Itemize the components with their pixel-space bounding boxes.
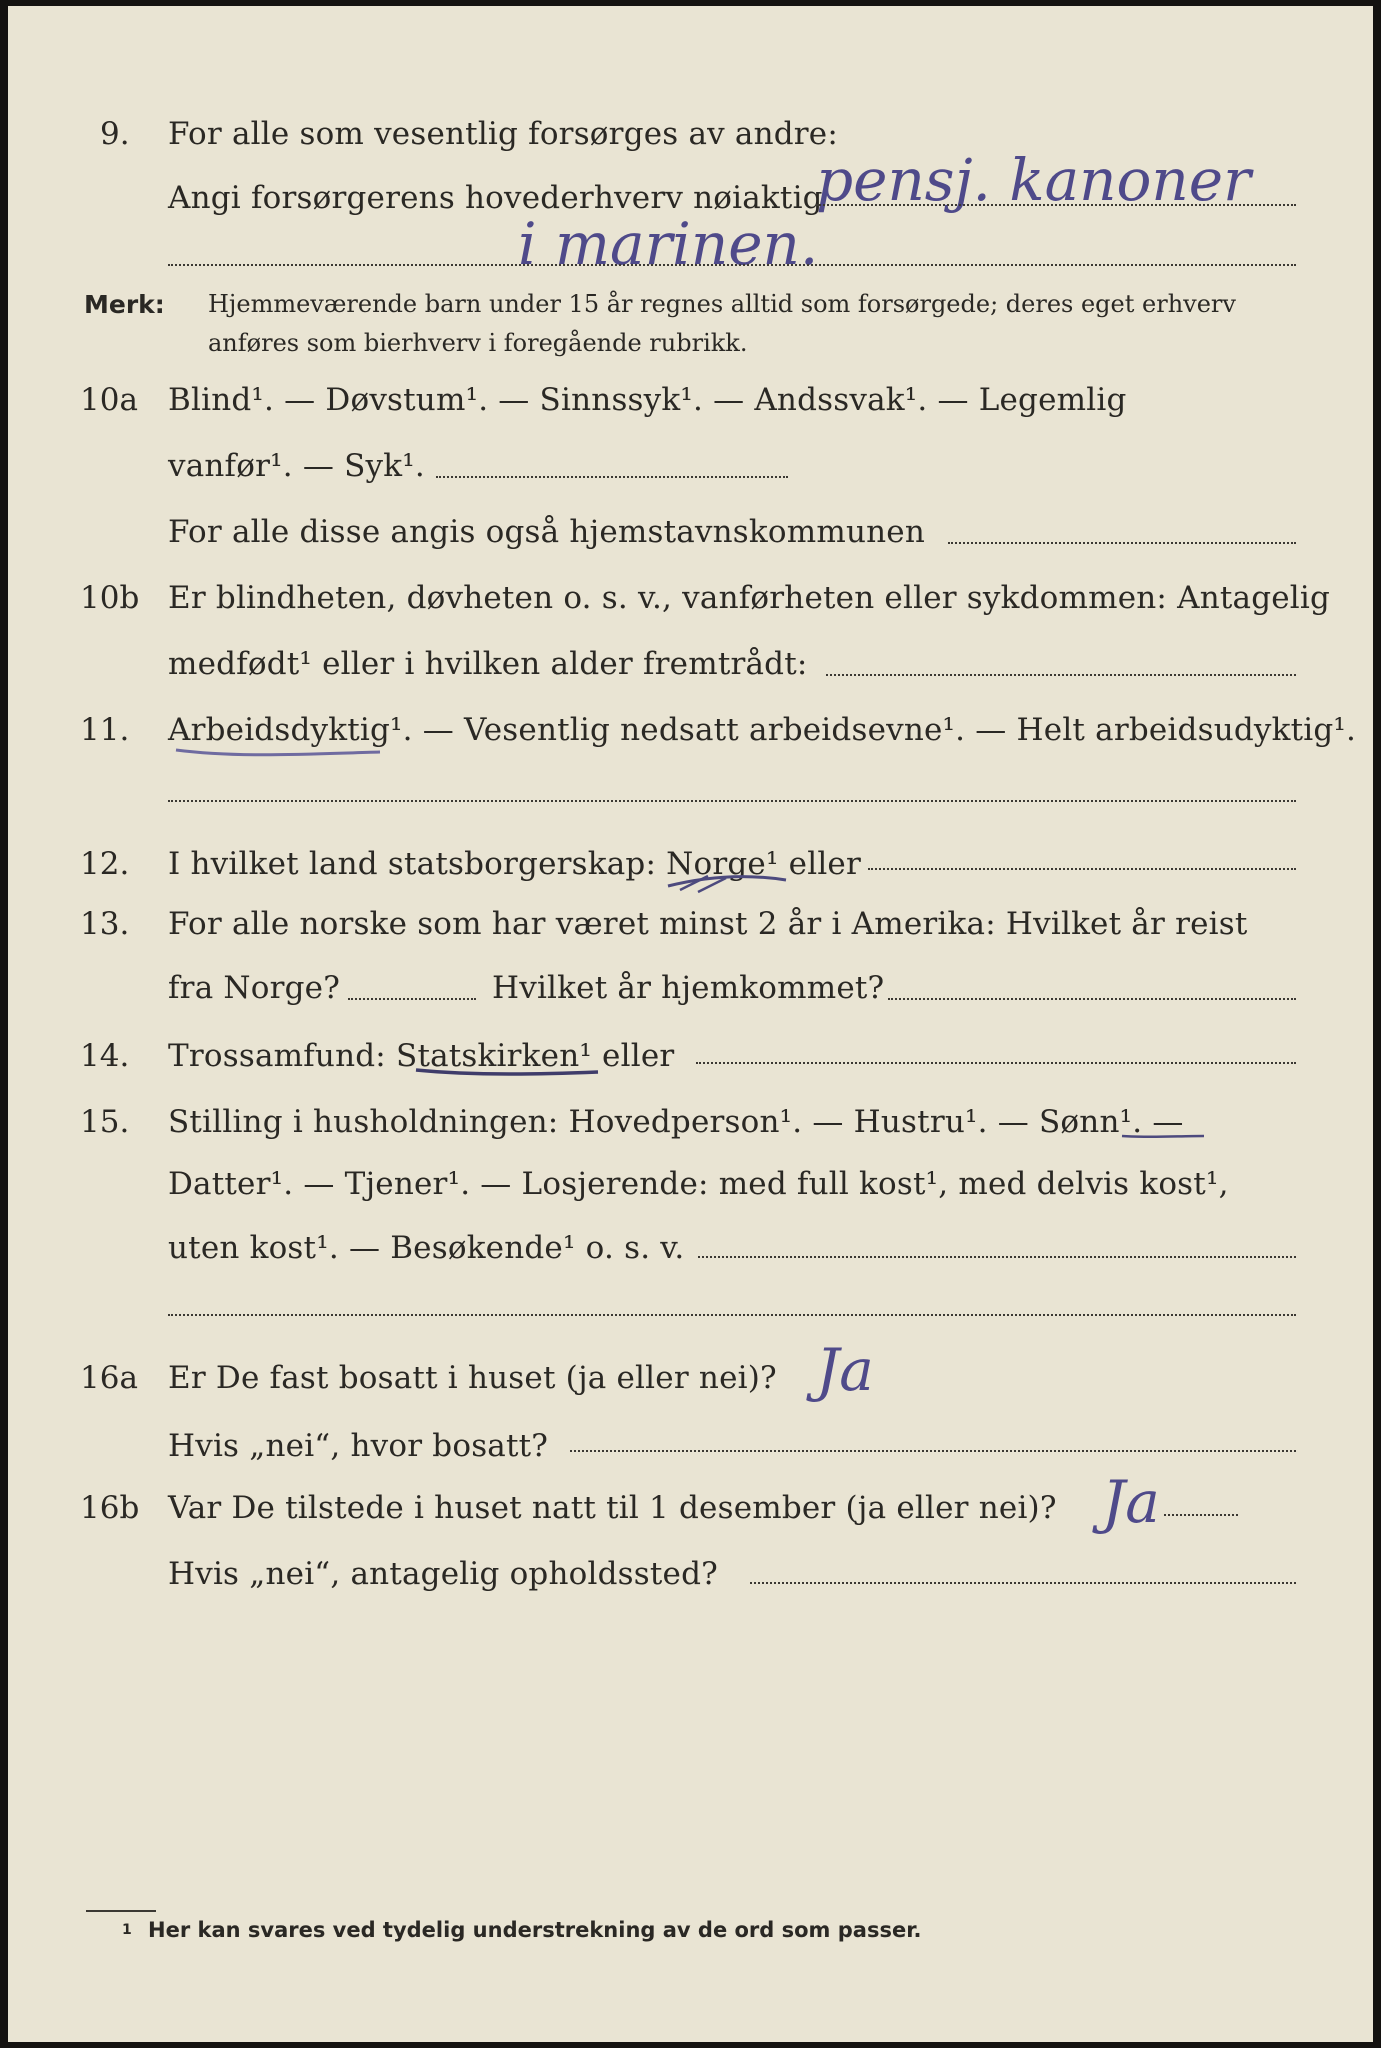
merk-line1: Hjemmeværende barn under 15 år regnes alltid som forsørgede; deres eget erhverv — [208, 290, 1236, 318]
q15-line2: Datter¹. — Tjener¹. — Losjerende: med full kost¹, med delvis kost¹, — [168, 1166, 1229, 1202]
q15-line3-dots — [698, 1256, 1296, 1258]
q12-dots — [868, 868, 1296, 870]
q15-number: 15. — [80, 1104, 130, 1140]
q13-line2a: fra Norge? — [168, 970, 341, 1006]
q11-line1: Arbeidsdyktig¹. — Vesentlig nedsatt arbeidsevne¹. — Helt arbeidsudyktig¹. — [168, 712, 1357, 748]
q16a-line2-dots — [570, 1450, 1296, 1452]
footnote-rule — [86, 1910, 156, 1912]
q10a-line3-dots — [948, 542, 1296, 544]
q16b-answer: Ja — [1102, 1468, 1160, 1536]
q15-line1: Stilling i husholdningen: Hovedperson¹. — Hustru¹. — Sønn¹. — — [168, 1104, 1184, 1140]
q9-line1: For alle som vesentlig forsørges av andre: — [168, 116, 838, 152]
footnote-mark: 1 — [122, 1922, 132, 1938]
q9-line2: Angi forsørgerens hovederhverv nøiaktig — [168, 180, 823, 216]
q9-answer-line1-dots — [816, 204, 1296, 206]
q15-answer-dots — [168, 1314, 1296, 1316]
q10a-line2: vanfør¹. — Syk¹. — [168, 448, 425, 484]
q13-reist-dots — [348, 998, 476, 1000]
q10a-line2-dots — [436, 476, 788, 478]
q11-answer-dots — [168, 800, 1296, 802]
q10b-number: 10b — [80, 580, 140, 616]
q9-answer-line2-dots — [168, 264, 1296, 266]
q12-number: 12. — [80, 846, 130, 882]
q13-hjemkommet-dots — [888, 998, 1296, 1000]
q14-dots — [696, 1062, 1296, 1064]
q16b-line1-dots — [1164, 1514, 1238, 1516]
q16a-answer: Ja — [816, 1336, 874, 1404]
q13-line1: For alle norske som har været minst 2 år i Amerika: Hvilket år reist — [168, 906, 1248, 942]
merk-line2: anføres som bierhverv i foregående rubrikk. — [208, 329, 748, 357]
q16b-line2: Hvis „nei“, antagelig opholdssted? — [168, 1556, 718, 1592]
q15-line3: uten kost¹. — Besøkende¹ o. s. v. — [168, 1230, 685, 1266]
underline-arbeidsdyktig — [176, 750, 380, 755]
census-form-page — [8, 6, 1373, 2042]
q12-line1: I hvilket land statsborgerskap: Norge¹ eller — [168, 846, 861, 882]
q16a-number: 16a — [80, 1360, 138, 1396]
q14-line1: Trossamfund: Statskirken¹ eller — [168, 1038, 675, 1074]
q16a-line1: Er De fast bosatt i huset (ja eller nei)? — [168, 1360, 777, 1396]
q10b-line1: Er blindheten, døvheten o. s. v., vanførheten eller sykdommen: Antagelig — [168, 580, 1331, 616]
q14-number: 14. — [80, 1038, 130, 1074]
q10a-line3: For alle disse angis også hjemstavnskommunen — [168, 514, 925, 550]
q9-number: 9. — [100, 116, 130, 152]
q9-answer-line1: pensj. kanoner — [816, 146, 1251, 214]
q10b-line2: medfødt¹ eller i hvilken alder fremtrådt: — [168, 646, 808, 682]
q16b-number: 16b — [80, 1490, 140, 1526]
q16b-line2-dots — [750, 1582, 1296, 1584]
q16a-line2: Hvis „nei“, hvor bosatt? — [168, 1428, 549, 1464]
q13-line2b: Hvilket år hjemkommet? — [492, 970, 885, 1006]
merk-label: Merk: — [84, 290, 165, 319]
q13-number: 13. — [80, 906, 130, 942]
q10b-line2-dots — [826, 674, 1296, 676]
q9-answer-line2: i marinen. — [518, 210, 819, 278]
q16b-line1: Var De tilstede i huset natt til 1 desember (ja eller nei)? — [168, 1490, 1057, 1526]
q10a-number: 10a — [80, 382, 138, 418]
footnote-text: Her kan svares ved tydelig understrekning av de ord som passer. — [148, 1918, 922, 1942]
q11-number: 11. — [80, 712, 130, 748]
q10a-line1: Blind¹. — Døvstum¹. — Sinnssyk¹. — Andssvak¹. — Legemlig — [168, 382, 1127, 418]
